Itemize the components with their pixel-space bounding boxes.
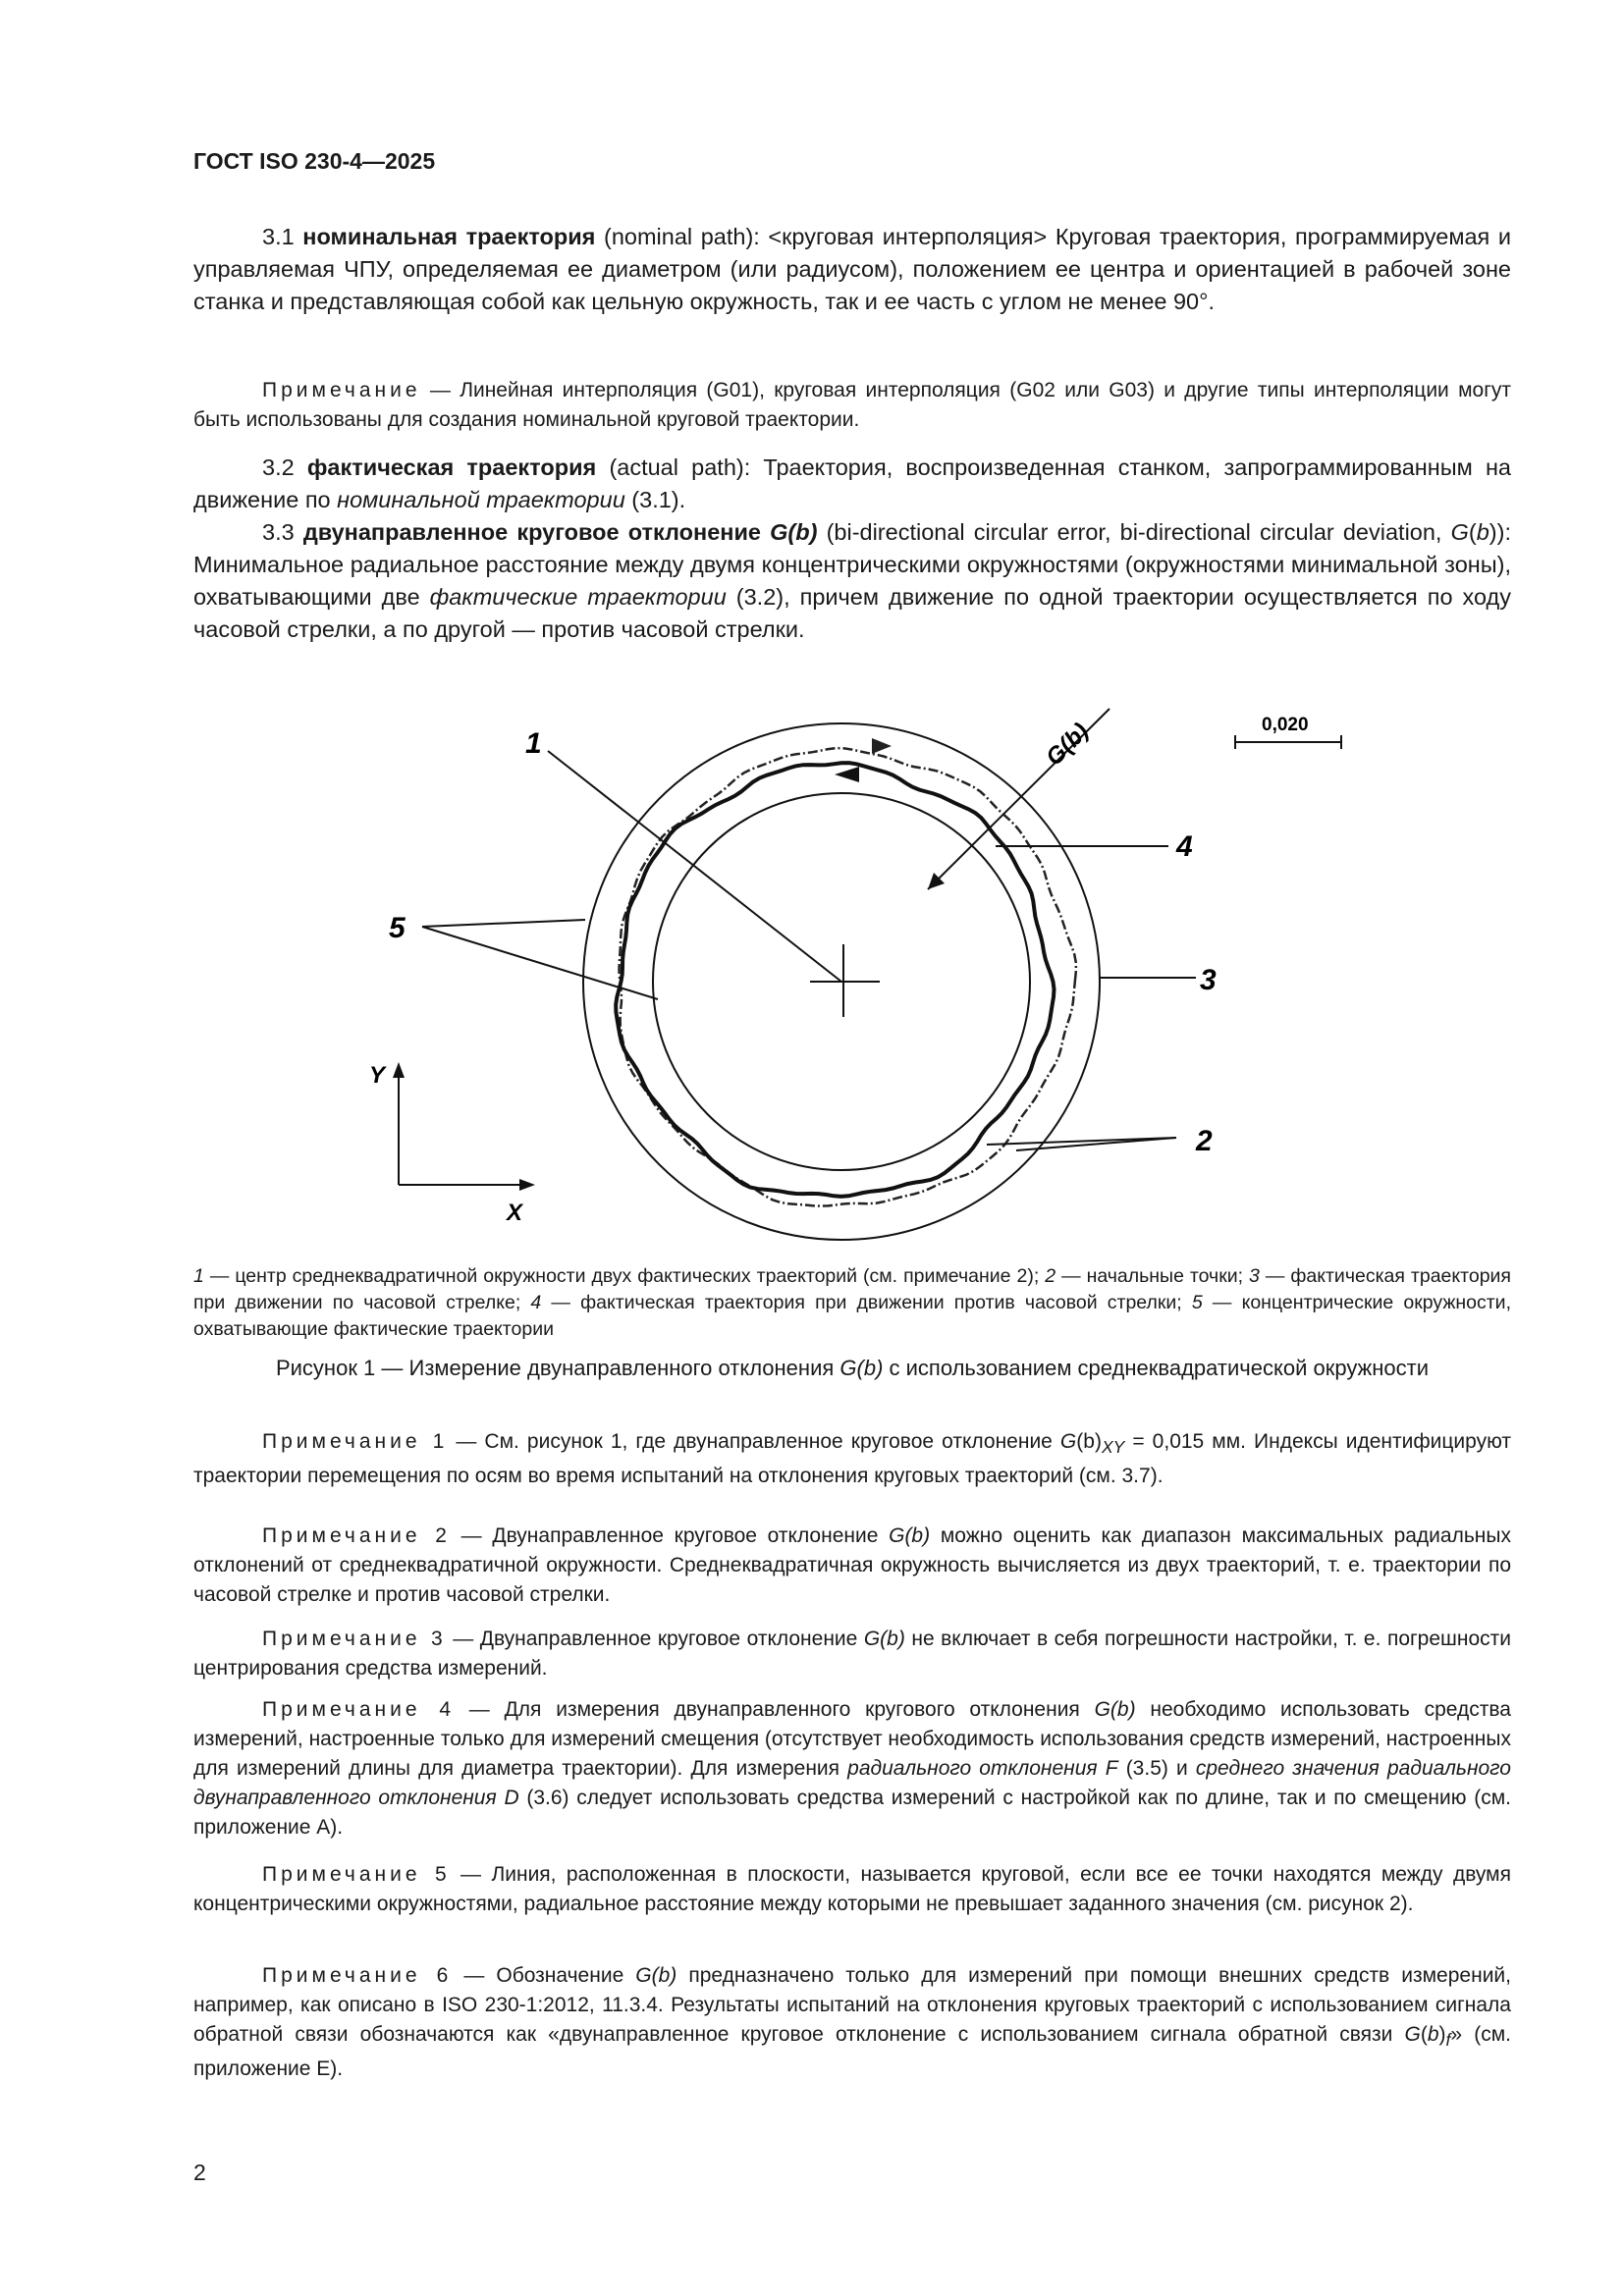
figure-title-text: Рисунок 1 — Измерение двунаправленного отклонения — [275, 1356, 835, 1380]
note-subscript: XY — [1101, 1437, 1125, 1458]
page-number: 2 — [193, 2160, 206, 2185]
note-5 — [193, 1860, 1511, 1919]
note-text: — Обозначение — [452, 1964, 636, 1987]
section-number: 3.2 — [262, 454, 295, 480]
label-1: 1 — [525, 727, 542, 760]
term: фактическая траектория — [306, 454, 597, 480]
note-text: — Двунаправленное круговое отклонение — [446, 1628, 864, 1650]
legend-text: — фактическая траектория при движении против часовой стрелки; — [541, 1292, 1192, 1313]
legend-num: 4 — [530, 1292, 542, 1313]
figure-title — [193, 1356, 1511, 1381]
term: двунаправленное круговое отклонение — [302, 519, 761, 545]
note-text-cont: (3.5) и — [1117, 1757, 1196, 1780]
figure-title-symbol: G(b) — [839, 1356, 884, 1380]
note-label: Примечание 5 — [262, 1863, 451, 1886]
note-italic-term: радиального отклонения F — [847, 1757, 1118, 1780]
axis-x-label: X — [507, 1200, 523, 1226]
note-label: Примечание 2 — [262, 1524, 451, 1547]
note-symbol-b: (b) — [1076, 1430, 1102, 1453]
figure-legend — [193, 1263, 1511, 1343]
note-subscript: f — [1445, 2030, 1451, 2051]
definition: (nominal path): <круговая интерполяция> Круговая траектория, программируемая и управляемая ЧПУ, определяемая ее диаметром (или радиусом), положением ее центра и ориентацией в рабочей зоне станка и представляющая собой как цельную окружность, так и ее часть с углом не менее 90°. — [193, 224, 1512, 314]
leader-2b — [1016, 1138, 1176, 1150]
legend-text: — концентрические окружности, охватывающие фактические траектории — [193, 1292, 1511, 1340]
figure-title-text-end: с использованием среднеквадратической окружности — [889, 1356, 1430, 1380]
symbol-b: b — [1476, 519, 1489, 545]
label-gb: G(b) — [1041, 718, 1095, 772]
note-6: Примечание 6 — Обозначение G(b) предназначено только для измерений при помощи внешних средств измерений, например, как описано в ISO 230-1:2012, 11.3.4. Результаты испытаний на отклонения круговых траекторий с использованием сигнала обратной связи обозначаются как «двунаправленное круговое отклонение с использованием сигнала обратной связи $G(b)_f$» (см. приложение Е). — [193, 1964, 1511, 2081]
note-text-end: можно оценить как диапазон максимальных радиальных отклонений от среднеквадратичной окружности. Среднеквадратичная окружность вычисляется из двух траекторий, т. е. траектории по часовой стрелке и против часовой стрелки. — [193, 1524, 1511, 1606]
note-symbol: G(b) — [635, 1964, 677, 1987]
note-text-end: = 0,015 мм. Индексы идентифицируют траектории перемещения по осям во время испытаний на отклонения круговых траекторий (см. 3.7). — [193, 1430, 1511, 1488]
note-label: Примечание — [262, 379, 421, 401]
note-text-end: не включает в себя погрешности настройки, т. е. погрешности центрирования средства измерений. — [193, 1628, 1511, 1680]
page-header: ГОСТ ISO 230-4—2025 — [193, 148, 436, 174]
legend-num: 5 — [1191, 1292, 1203, 1313]
note-text-end: » (см. приложение Е). — [193, 2023, 1511, 2081]
note-text: — Линия, расположенная в плоскости, называется круговой, если все ее точки находятся между двумя концентрическими окружностями, радиальное расстояние между которыми не превышает заданного значения (см. рисунок 2). — [193, 1863, 1511, 1915]
trajectory-3-arrow — [872, 738, 892, 754]
note-symbol-b: b — [1427, 2023, 1439, 2046]
label-3: 3 — [1200, 964, 1217, 996]
term: номинальная траектория — [302, 224, 596, 249]
definition: (actual path): Траектория, воспроизведенная станком, запрограммированным на движение по — [193, 454, 1512, 512]
note-label: Примечание 3 — [262, 1628, 447, 1650]
label-5: 5 — [389, 912, 406, 944]
legend-num: 3 — [1249, 1265, 1260, 1287]
axis-y-arrow — [393, 1062, 405, 1078]
term-reference: номинальной траектории — [337, 487, 625, 512]
axis-x-arrow — [519, 1179, 535, 1191]
scale-label: 0,020 — [1262, 715, 1309, 735]
note-italic-term: среднего значения радиального двунаправленного отклонения D — [193, 1757, 1511, 1809]
note-symbol: G(b) — [1094, 1698, 1136, 1721]
note-4 — [193, 1695, 1511, 1842]
note-symbol: G — [1059, 1430, 1077, 1453]
note-text-end: (3.6) следует использовать средства измерений с настройкой как по длине, так и по смещению (см. приложение А). — [193, 1787, 1512, 1839]
definition-end: (3.2), причем движение по одной траектории осуществляется по ходу часовой стрелки, а по другой — против часовой стрелки. — [193, 584, 1512, 642]
note-text: — Линейная интерполяция (G01), круговая интерполяция (G02 или G03) и другие типы интерполяции могут быть использованы для создания номинальной круговой траектории. — [193, 379, 1511, 431]
note-label: Примечание 4 — [262, 1698, 456, 1721]
legend-text: — фактическая траектория при движении по часовой стрелке; — [193, 1265, 1511, 1313]
note-text: — Двунаправленное круговое отклонение — [450, 1524, 890, 1547]
note-1 — [193, 1427, 1511, 1491]
legend-num: 1 — [193, 1265, 204, 1287]
leader-5a — [422, 920, 585, 927]
note-2 — [193, 1522, 1511, 1610]
term-reference: фактические траектории — [429, 584, 727, 610]
section-number: 3.1 — [262, 224, 295, 249]
note-3 — [193, 1625, 1511, 1683]
leader-2a — [987, 1138, 1176, 1145]
note-text: — Для измерения двунаправленного кругового отклонения — [455, 1698, 1095, 1721]
trajectory-4-arrow — [835, 767, 859, 782]
section-number: 3.3 — [262, 519, 295, 545]
note-symbol: G(b) — [863, 1628, 905, 1650]
label-2: 2 — [1196, 1125, 1213, 1157]
note-symbol: G(b) — [889, 1524, 931, 1547]
note-label: Примечание 6 — [262, 1964, 453, 1987]
definition: (bi-directional circular error, bi-directional circular deviation, — [826, 519, 1442, 545]
legend-text: — начальные точки; — [1056, 1265, 1250, 1287]
note-text-cont: необходимо использовать средства измерений, настроенные только для измерений смещения (отсутствует необходимость использования средств измерений, настроенных для измерений длины для диаметра траектории). Для измерения — [193, 1698, 1511, 1780]
legend-text: — центр среднеквадратичной окружности двух фактических траекторий (см. примечание 2); — [203, 1265, 1046, 1287]
note-text-cont: предназначено только для измерений при помощи внешних средств измерений, например, как описано в ISO 230-1:2012, 11.3.4. Результаты испытаний на отклонения круговых траекторий с использованием сигнала обратной связи обозначаются как «двунаправленное круговое отклонение с использованием сигнала обратной связи — [193, 1964, 1511, 2046]
section-3-3: 3.3 двунаправленное круговое отклонение G(b) (bi-directional circular error, bi-directional circular deviation, G(b)): Минимальное радиальное расстояние между двумя концентрическими окружностями (окружностями минимальной зоны), охватывающими две фактические траектории (3.2), причем движение по одной траектории осуществляется по ходу часовой стрелки, а по другой — против часовой стрелки. — [193, 519, 1512, 642]
note-symbol-g: G — [1404, 2023, 1421, 2046]
term-symbol: G(b) — [770, 519, 818, 545]
legend-num: 2 — [1045, 1265, 1056, 1287]
note-text: — См. рисунок 1, где двунаправленное круговое отклонение — [448, 1430, 1060, 1453]
note-label: Примечание 1 — [262, 1430, 449, 1453]
definition-end: (3.1). — [631, 487, 686, 512]
symbol-g: G — [1450, 519, 1469, 545]
label-4: 4 — [1176, 830, 1193, 863]
definition-cont: ): Минимальное радиальное расстояние между двумя концентрическими окружностями (окружностями минимальной зоны), охватывающими две — [193, 519, 1511, 610]
leader-1 — [548, 751, 841, 982]
axis-y-label: Y — [369, 1062, 386, 1089]
